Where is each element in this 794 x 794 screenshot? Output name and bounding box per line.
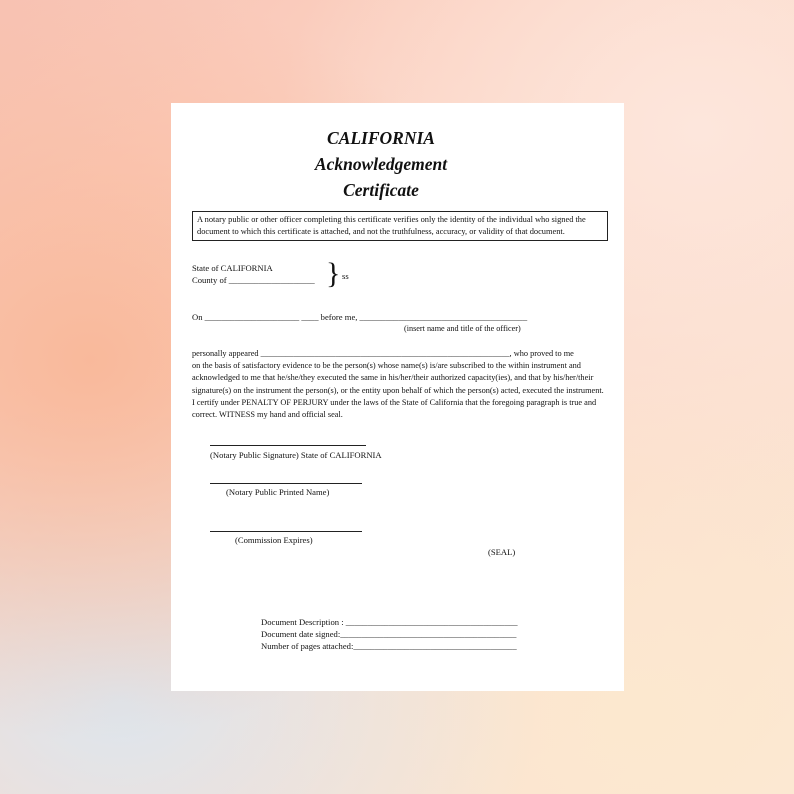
commission-line xyxy=(210,531,362,532)
notary-signature-label: (Notary Public Signature) State of CALIFORNIA xyxy=(210,450,382,460)
title-line-1: CALIFORNIA xyxy=(327,128,435,148)
ss-label: ss xyxy=(342,271,349,281)
certificate-page xyxy=(171,103,624,691)
acknowledgement-text: on the basis of satisfactory evidence to be the person(s) whose name(s) is/are subscribed to the within instrument and acknowledged to me that he/she/they executed the same in his/her/their authorized capacity(ies), and that by his/her/their signature(s) on the instrument the person(s), or the entity upon behalf of which the person(s) acted, executed the instrument. I certify under PENALTY OF PERJURY under the laws of the State of California that the foregoing paragraph is true and correct. WITNESS my hand and official seal. xyxy=(192,361,604,420)
certificate-title xyxy=(171,125,591,203)
state-label: State of CALIFORNIA xyxy=(192,263,273,273)
county-label: County of ____________________ xyxy=(192,275,315,285)
document-description: Document Description : ________________________________________ xyxy=(261,617,518,627)
venue-brace: } xyxy=(326,257,341,290)
officer-caption: (insert name and title of the officer) xyxy=(404,324,521,333)
commission-label: (Commission Expires) xyxy=(235,535,313,545)
document-date-signed: Document date signed:_________________________________________ xyxy=(261,629,517,639)
acknowledgement-paragraph xyxy=(192,348,607,421)
printed-name-label: (Notary Public Printed Name) xyxy=(226,487,330,497)
title-line-2: Acknowledgement xyxy=(314,154,448,174)
seal-label: (SEAL) xyxy=(488,547,516,557)
notice-box: A notary public or other officer completing this certificate verifies only the identity of the individual who signed the document to which this certificate is attached, and not the truthfulness, accuracy, or validity of that document. xyxy=(192,211,608,241)
on-line: On ______________________ ____ before me, _______________________________________ xyxy=(192,312,528,322)
title-line-3: Certificate xyxy=(343,180,419,200)
number-of-pages: Number of pages attached:______________________________________ xyxy=(261,641,517,651)
personally-appeared-line: personally appeared ____________________________________________________________, who proved to me xyxy=(192,349,574,358)
printed-name-line xyxy=(210,483,362,484)
notary-signature-line xyxy=(210,445,366,446)
